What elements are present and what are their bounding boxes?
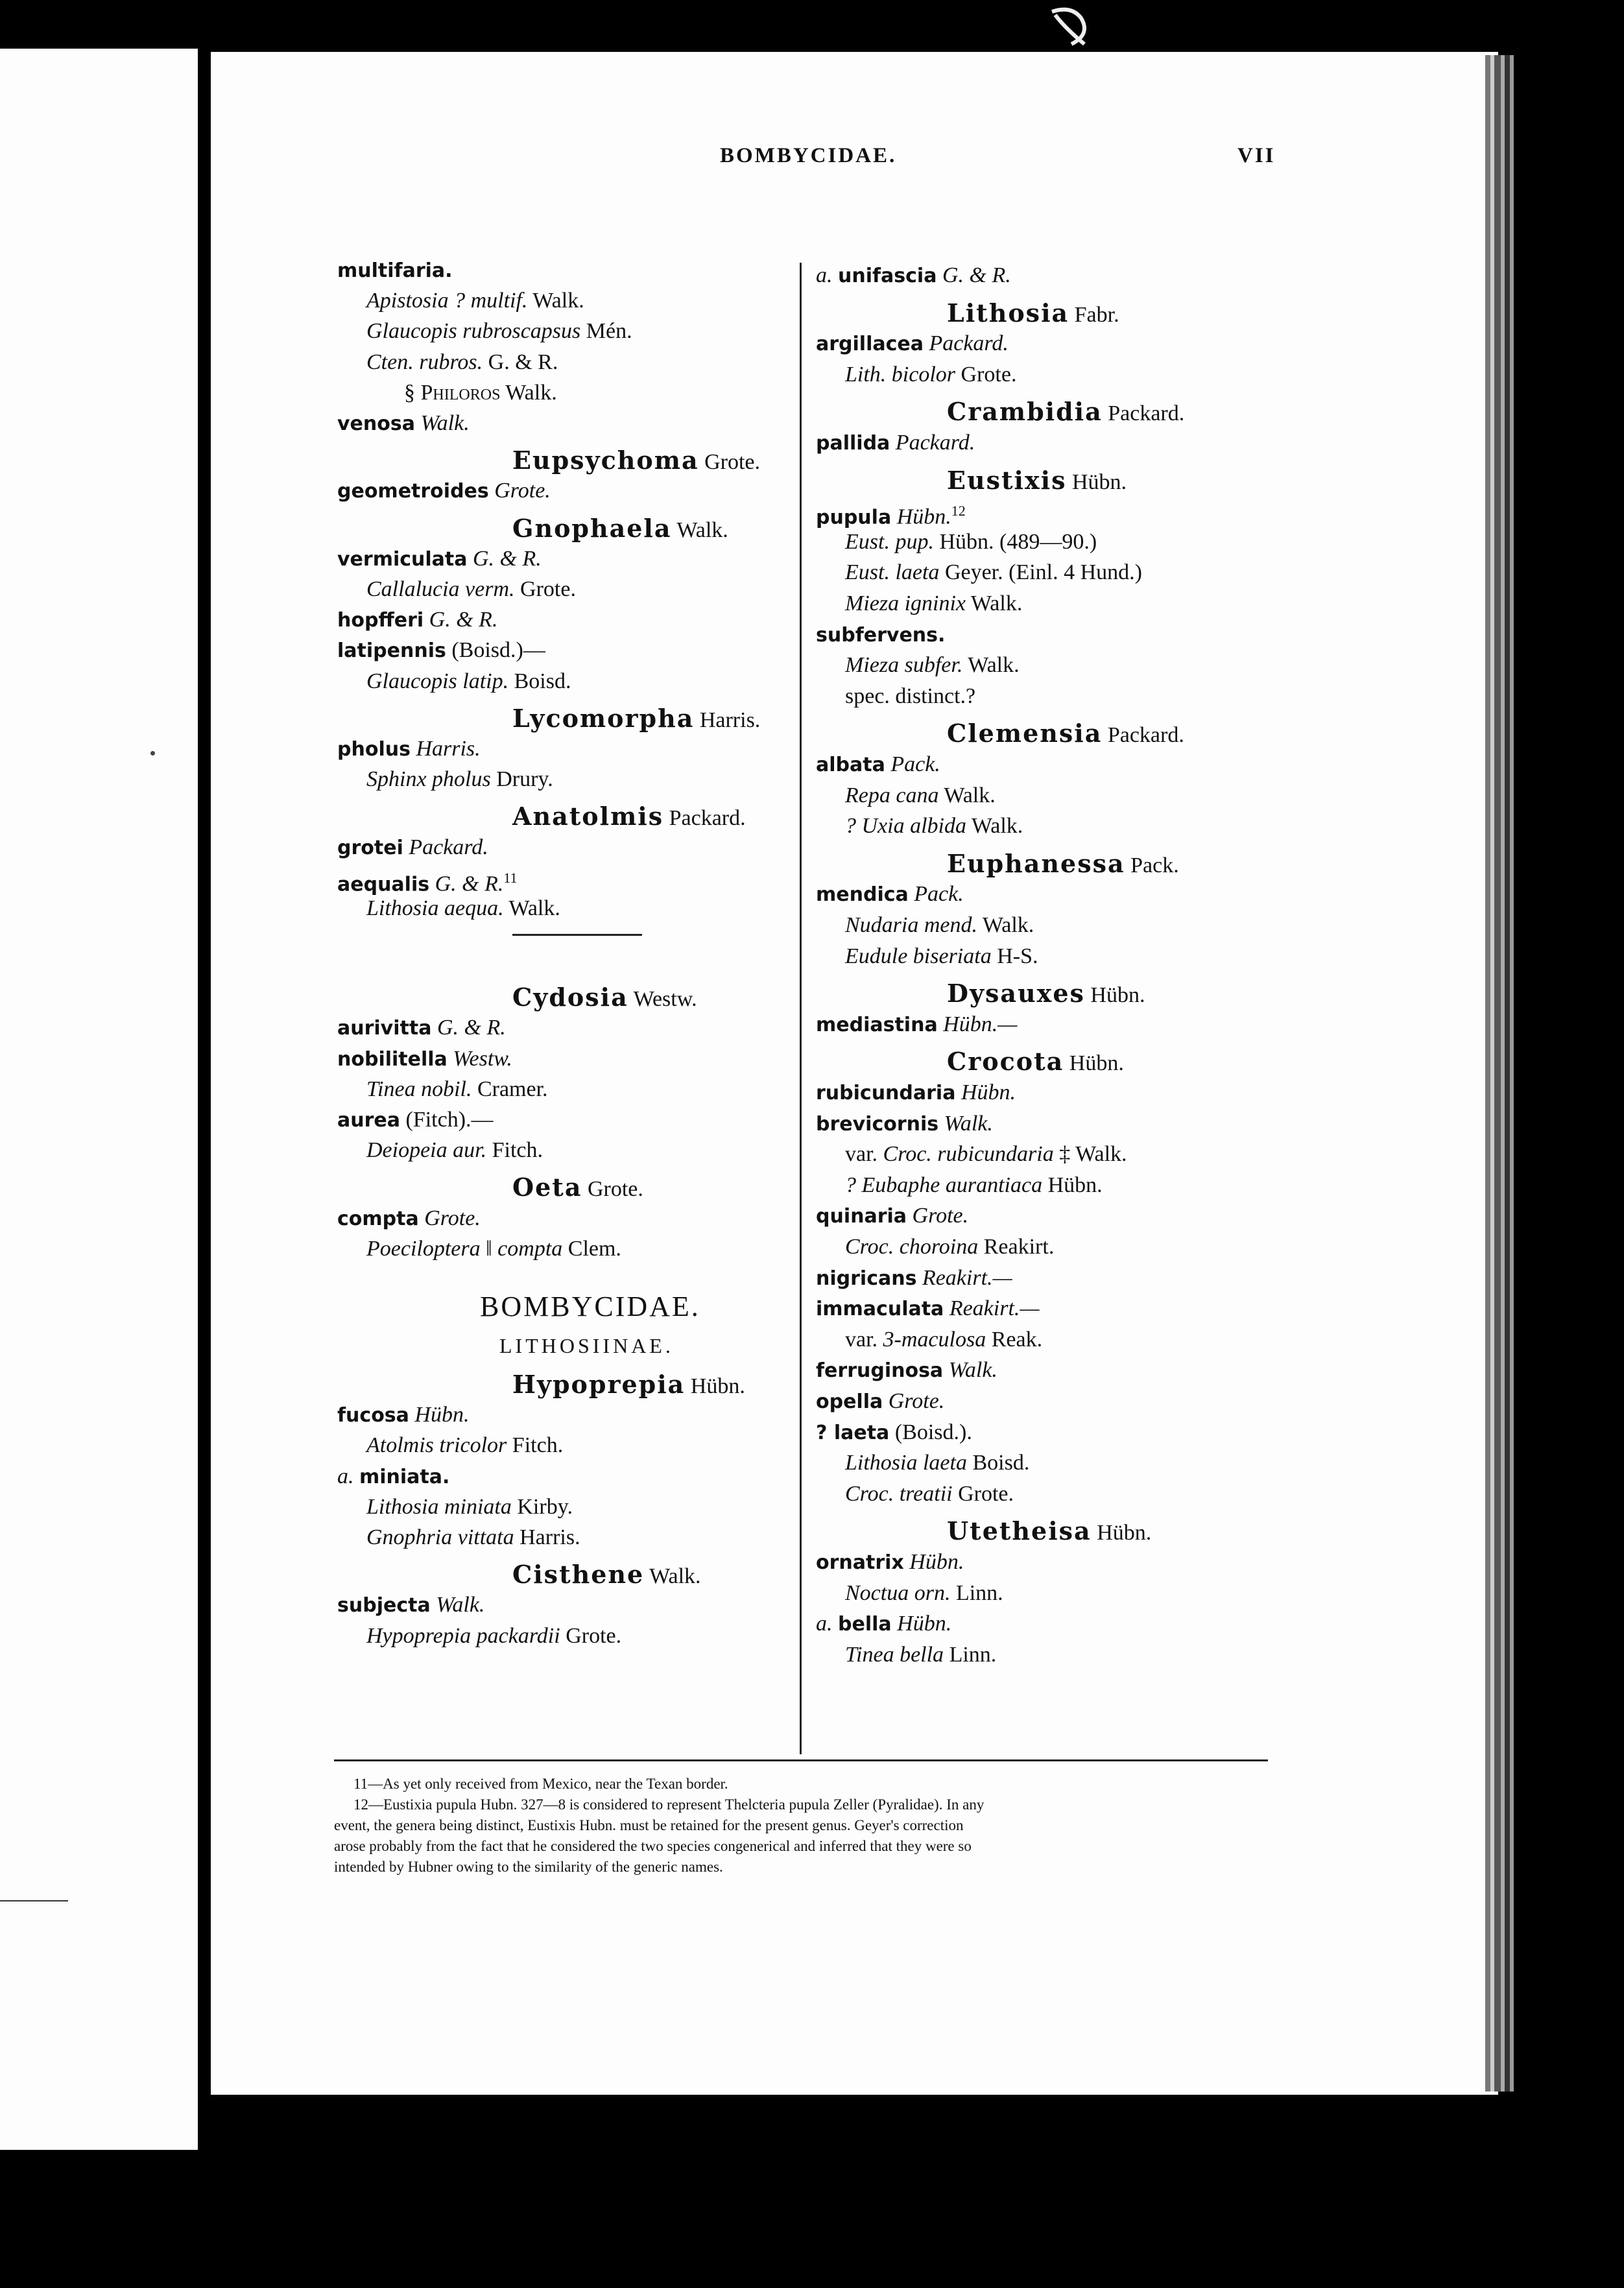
synonym-entry: [845, 813, 1023, 839]
genus-name: Dysauxes: [947, 979, 1085, 1008]
species-entry: [337, 607, 497, 634]
synonym-entry: [845, 912, 1034, 938]
synonym-text: var.: [845, 1327, 883, 1352]
variety-prefix: a.: [337, 1464, 354, 1488]
synonym-text: Walk.: [527, 289, 584, 313]
species-name: nobilitella: [337, 1047, 448, 1071]
synonym-entry: [845, 1234, 1054, 1260]
species-entry: [816, 752, 940, 778]
species-entry: [337, 1107, 494, 1134]
genus-author: Packard.: [1108, 401, 1185, 426]
genus-name: Euphanessa: [947, 848, 1125, 878]
species-author: Grote.: [888, 1389, 945, 1413]
species-name: vermiculata: [337, 547, 468, 571]
synonym-entry: [404, 380, 557, 406]
synonym-text: Hübn.: [1042, 1173, 1103, 1197]
genus-name: Anatolmis: [512, 802, 664, 831]
species-author: Hübn.: [909, 1550, 964, 1574]
genus-author: Hübn.: [1069, 1051, 1124, 1076]
species-name: fucosa: [337, 1404, 409, 1427]
footnote-line: intended by Hubner owing to the similarity of the generic names.: [334, 1859, 723, 1875]
synonym-text: Fitch.: [507, 1433, 564, 1458]
synonym-text: Eudule biseriata: [845, 944, 992, 968]
genus-name: Crocota: [947, 1047, 1064, 1077]
species-name: aequalis: [337, 873, 430, 896]
species-entry: [816, 1012, 1018, 1038]
genus-heading: [512, 984, 697, 1012]
species-name: grotei: [337, 836, 403, 859]
synonym-text: Linn.: [950, 1580, 1003, 1605]
genus-heading: [512, 703, 761, 733]
genus-author: Pack.: [1130, 853, 1179, 877]
species-entry: [337, 411, 470, 437]
synonym-text: var.: [845, 1142, 883, 1167]
species-entry: [337, 1464, 449, 1490]
page-edge-stack: [1494, 55, 1501, 2091]
subfamily-name: LITHOSIINAE.: [499, 1334, 674, 1357]
synonym-text: Cramer.: [472, 1077, 548, 1101]
genus-author: Packard.: [669, 806, 746, 831]
species-name: albata: [816, 754, 885, 776]
species-entry: [816, 430, 975, 457]
species-author: G. & R.: [473, 546, 542, 571]
genus-author: Hübn.: [1097, 1521, 1152, 1545]
footnote-rule: [334, 1759, 1268, 1761]
synonym-text: Lithosia laeta: [845, 1451, 967, 1475]
synonym-text: Philoros: [420, 380, 501, 405]
species-author: Walk.: [436, 1593, 485, 1617]
synonym-entry: [366, 1236, 621, 1262]
synonym-entry: [845, 1327, 1042, 1353]
species-name: miniata.: [359, 1465, 450, 1488]
synonym-entry: [845, 560, 1142, 586]
synonym-text: Hübn. (489—90.): [933, 529, 1097, 554]
synonym-text: Grote.: [514, 577, 576, 601]
species-author: Hübn.: [961, 1080, 1016, 1104]
species-name: quinaria: [816, 1205, 907, 1228]
species-entry: [816, 881, 964, 908]
species-entry: [816, 1611, 951, 1638]
species-author: G. & R.: [435, 872, 504, 896]
synonym-entry: [366, 577, 576, 602]
genus-heading: [947, 465, 1127, 495]
variety-prefix: a.: [816, 263, 833, 287]
synonym-text: spec. distinct.?: [845, 684, 976, 708]
synonym-text: Walk.: [503, 896, 560, 920]
synonym-text: Boisd.: [508, 669, 571, 693]
synonym-entry: [845, 1141, 1127, 1167]
species-author: (Boisd.)—: [451, 638, 545, 663]
page-number: VII: [1237, 144, 1276, 167]
synonym-entry: [366, 896, 560, 922]
species-author: Westw.: [453, 1046, 512, 1071]
species-entry: [337, 1206, 481, 1232]
synonym-entry: [366, 1077, 548, 1102]
synonym-text: Walk.: [500, 380, 557, 405]
synonym-text: Croc. choroina: [845, 1235, 979, 1259]
synonym-text: ‡ Walk.: [1053, 1142, 1127, 1167]
species-author: Pack.: [914, 882, 964, 907]
genus-name: Utetheisa: [947, 1516, 1092, 1546]
synonym-text: Callalucia verm.: [366, 577, 515, 601]
species-author: Grote.: [424, 1206, 481, 1230]
species-entry: [337, 1592, 484, 1619]
species-author: G. & R.: [429, 608, 498, 632]
species-author: Packard.: [929, 331, 1009, 356]
synonym-text: Harris.: [514, 1525, 580, 1549]
genus-heading: [512, 804, 746, 831]
synonym-text: Boisd.: [966, 1451, 1030, 1475]
species-name: pallida: [816, 432, 890, 455]
page-edge-stack: [1485, 55, 1490, 2091]
genus-author: Hübn.: [1071, 470, 1127, 494]
page-edge-stack: [1510, 55, 1514, 2091]
genus-heading: [947, 300, 1119, 328]
synonym-entry: [845, 1450, 1029, 1476]
species-entry: [816, 1388, 944, 1415]
genus-name: Gnophaela: [512, 513, 672, 543]
synonym-text: ‖: [480, 1236, 498, 1261]
synonym-text: Nudaria mend.: [845, 913, 977, 937]
species-entry: [816, 1203, 968, 1230]
genus-name: Clemensia: [947, 719, 1103, 748]
species-name: nigricans: [816, 1267, 917, 1290]
species-entry: [816, 1111, 993, 1138]
genus-author: Harris.: [699, 708, 761, 732]
genus-name: Crambidia: [947, 397, 1103, 427]
synonym-entry: [366, 1433, 563, 1459]
species-author: Grote.: [912, 1204, 969, 1228]
genus-heading: [512, 1372, 745, 1400]
species-author: Hübn.: [896, 505, 951, 529]
species-name: unifascia: [838, 265, 937, 287]
speck: [150, 751, 155, 756]
synonym-text: Sphinx pholus: [366, 767, 491, 792]
species-name: aurivitta: [337, 1017, 432, 1040]
species-name: mendica: [816, 883, 909, 907]
synonym-entry: [845, 1173, 1103, 1198]
genus-author: Grote.: [587, 1177, 643, 1202]
synonym-text: ? Eubaphe aurantiaca: [845, 1173, 1043, 1197]
genus-heading: [947, 1049, 1124, 1077]
species-author: Walk.: [948, 1358, 997, 1383]
synonym-text: Lithosia aequa.: [366, 896, 504, 920]
synonym-text: Lithosia miniata: [366, 1494, 512, 1519]
footnote-line: 12—Eustixia pupula Hubn. 327—8 is considered to represent Thelcteria pupula Zeller (Pyralidae). In any: [353, 1796, 985, 1813]
species-entry: [337, 1402, 469, 1429]
synonym-entry: [845, 362, 1016, 388]
synonym-entry: [366, 767, 553, 792]
genus-author: Packard.: [1107, 723, 1184, 748]
synonym-text: Reak.: [986, 1327, 1043, 1352]
species-entry: [816, 263, 1011, 289]
synonym-text: Mieza igninix: [845, 591, 966, 615]
species-name: brevicornis: [816, 1112, 939, 1136]
species-name: opella: [816, 1390, 883, 1413]
genus-name: Lithosia: [947, 298, 1069, 328]
species-name: subfervens.: [816, 623, 946, 647]
facing-page-rule: [0, 1900, 68, 1901]
species-author: Walk.: [420, 411, 470, 435]
species-author: Hübn.: [414, 1403, 470, 1427]
species-name: geometroides: [337, 480, 489, 503]
synonym-text: Walk.: [938, 783, 996, 807]
species-entry: [816, 1080, 1016, 1106]
synonym-entry: [845, 684, 975, 709]
genus-name: Oeta: [512, 1173, 582, 1202]
synonym-text: Eust. pup.: [845, 529, 934, 554]
synonym-text: Repa cana: [845, 783, 939, 807]
synonym-text: Clem.: [562, 1236, 621, 1261]
synonym-text: Mén.: [580, 319, 632, 344]
subfamily-heading: [499, 1333, 674, 1359]
synonym-entry: [845, 783, 996, 809]
genus-heading: [512, 1562, 701, 1590]
genus-heading: [947, 399, 1184, 427]
synonym-text: Atolmis tricolor: [366, 1433, 507, 1458]
section-rule: [512, 934, 642, 936]
synonym-entry: [366, 1494, 573, 1520]
synonym-text: Noctua orn.: [845, 1580, 951, 1605]
species-entry: [337, 1015, 506, 1042]
synonym-entry: [366, 1138, 543, 1163]
synonym-text: Kirby.: [511, 1494, 573, 1519]
species-entry: [337, 736, 481, 763]
facing-page-edge: [0, 49, 198, 2150]
synonym-text: Cten. rubros.: [366, 350, 483, 374]
footnote-ref: 12: [951, 503, 966, 519]
species-author: Reakirt.—: [949, 1296, 1040, 1321]
species-author: Hübn.: [897, 1612, 952, 1636]
page-edge-stack: [1505, 55, 1510, 2091]
genus-heading: [512, 1174, 643, 1202]
synonym-text: Poeciloptera: [366, 1236, 481, 1261]
synonym-entry: [845, 1642, 996, 1668]
species-name: ferruginosa: [816, 1359, 944, 1383]
species-author: Packard.: [895, 431, 975, 455]
variety-prefix: a.: [816, 1612, 833, 1636]
synonym-entry: [366, 288, 584, 314]
synonym-text: Lith. bicolor: [845, 362, 956, 387]
species-author: Packard.: [409, 835, 488, 859]
running-head: BOMBYCIDAE.: [720, 144, 897, 167]
species-entry: [337, 638, 545, 664]
species-author: G. & R.: [436, 1016, 506, 1040]
species-name: subjecta: [337, 1594, 431, 1617]
species-entry: [816, 1265, 1012, 1292]
species-name: venosa: [337, 412, 415, 435]
genus-author: Walk.: [649, 1564, 701, 1589]
synonym-entry: [366, 318, 632, 344]
species-name: multifaria.: [337, 259, 453, 282]
synonym-text: ? Uxia albida: [845, 814, 966, 839]
synonym-text: Linn.: [944, 1642, 997, 1667]
column-divider: [800, 263, 802, 1754]
corner-mark-icon: [1045, 5, 1097, 54]
genus-heading: [512, 447, 760, 475]
genus-name: Lycomorpha: [512, 703, 695, 733]
genus-heading: [947, 1518, 1151, 1546]
species-name: rubicundaria: [816, 1082, 956, 1104]
species-name: compta: [337, 1207, 419, 1230]
species-entry: [337, 478, 551, 505]
species-entry: [337, 835, 488, 861]
species-entry: [337, 546, 542, 573]
synonym-text: Gnophria vittata: [366, 1525, 514, 1549]
synonym-text: Walk.: [966, 591, 1023, 615]
synonym-entry: [845, 529, 1097, 555]
synonym-text: Glaucopis rubroscapsus: [366, 319, 581, 344]
synonym-text: Glaucopis latip.: [366, 669, 509, 693]
species-name: mediastina: [816, 1013, 938, 1036]
species-name: immaculata: [816, 1298, 944, 1321]
species-name: pupula: [816, 506, 892, 529]
synonym-text: G. & R.: [483, 350, 558, 374]
synonym-text: 3-maculosa: [883, 1327, 986, 1352]
synonym-text: Walk.: [977, 913, 1034, 937]
synonym-text: Deiopeia aur.: [366, 1138, 487, 1163]
species-author: (Fitch).—: [405, 1108, 494, 1132]
family-heading: [480, 1291, 700, 1322]
species-name: pholus: [337, 738, 411, 761]
synonym-entry: [366, 1623, 621, 1649]
synonym-text: Fitch.: [486, 1138, 543, 1163]
species-name: aurea: [337, 1109, 400, 1132]
synonym-entry: [366, 350, 558, 375]
species-name: ? laeta: [816, 1421, 890, 1444]
species-author: (Boisd.).: [894, 1420, 972, 1444]
genus-name: Cydosia: [512, 983, 628, 1012]
species-entry: [816, 1296, 1040, 1322]
species-author: Harris.: [416, 737, 481, 761]
species-entry: [337, 1046, 512, 1073]
species-author: Hübn.—: [943, 1012, 1018, 1036]
species-entry: [816, 1549, 964, 1576]
synonym-entry: [366, 1525, 580, 1551]
genus-author: Walk.: [676, 518, 728, 542]
genus-name: Cisthene: [512, 1560, 645, 1590]
footnote-line: 11—As yet only received from Mexico, near the Texan border.: [353, 1776, 728, 1792]
species-entry: [816, 1357, 997, 1384]
genus-author: Hübn.: [690, 1374, 745, 1398]
genus-author: Grote.: [704, 450, 760, 475]
synonym-text: Croc. treatii: [845, 1481, 953, 1506]
species-name: argillacea: [816, 333, 924, 356]
synonym-entry: [845, 652, 1020, 678]
species-entry: [816, 498, 966, 530]
synonym-text: Apistosia ? multif.: [366, 289, 528, 313]
family-name: BOMBYCIDAE.: [480, 1291, 700, 1322]
footnote-line: event, the genera being distinct, Eustixis Hubn. must be retained for the present genus. Geyer's correction: [334, 1817, 964, 1833]
synonym-text: H-S.: [991, 944, 1038, 968]
species-author: Pack.: [890, 752, 940, 776]
genus-heading: [512, 513, 728, 543]
genus-name: Eustixis: [947, 465, 1067, 495]
genus-author: Westw.: [633, 987, 697, 1012]
species-entry: [337, 257, 453, 284]
synonym-text: Mieza subfer.: [845, 653, 963, 678]
synonym-entry: [845, 591, 1022, 617]
species-entry: [816, 622, 945, 649]
species-entry: [816, 331, 1009, 357]
synonym-entry: [366, 669, 571, 695]
synonym-entry: [845, 1580, 1003, 1606]
genus-author: Hübn.: [1090, 983, 1145, 1008]
species-name: bella: [838, 1613, 892, 1636]
species-name: hopfferi: [337, 609, 424, 632]
species-author: Grote.: [494, 479, 551, 503]
footnote-line: arose probably from the fact that he considered the two species congenerical and inferred that they were so: [334, 1838, 972, 1854]
genus-heading: [947, 981, 1145, 1008]
species-author: Reakirt.—: [922, 1265, 1012, 1290]
synonym-text: Walk.: [966, 814, 1023, 839]
synonym-text: Geyer. (Einl. 4 Hund.): [939, 560, 1142, 585]
synonym-text: Grote.: [952, 1481, 1014, 1506]
species-author: G. & R.: [942, 263, 1011, 287]
synonym-text: Reakirt.: [978, 1235, 1055, 1259]
synonym-text: Walk.: [962, 653, 1020, 678]
genus-heading: [947, 848, 1179, 879]
synonym-text: Tinea bella: [845, 1642, 944, 1667]
synonym-text: Eust. laeta: [845, 560, 940, 585]
genus-heading: [947, 721, 1184, 748]
synonym-text: Grote.: [955, 362, 1017, 387]
synonym-text: Drury.: [490, 767, 553, 792]
genus-name: Hypoprepia: [512, 1370, 686, 1399]
synonym-text: Tinea nobil.: [366, 1077, 472, 1101]
synonym-entry: [845, 1481, 1014, 1507]
species-name: latipennis: [337, 639, 446, 663]
synonym-text: Croc. rubicundaria: [883, 1142, 1054, 1167]
synonym-entry: [845, 944, 1038, 970]
synonym-text: §: [404, 380, 421, 405]
synonym-text: Hypoprepia packardii: [366, 1623, 560, 1648]
synonym-text: Grote.: [560, 1623, 622, 1648]
species-entry: [816, 1420, 972, 1446]
species-name: ornatrix: [816, 1551, 904, 1574]
synonym-text: compta: [497, 1236, 563, 1261]
genus-author: Fabr.: [1074, 302, 1119, 327]
species-author: Walk.: [944, 1111, 993, 1136]
footnote-ref: 11: [503, 869, 518, 886]
species-entry: [337, 865, 518, 898]
genus-name: Eupsychoma: [512, 446, 699, 475]
